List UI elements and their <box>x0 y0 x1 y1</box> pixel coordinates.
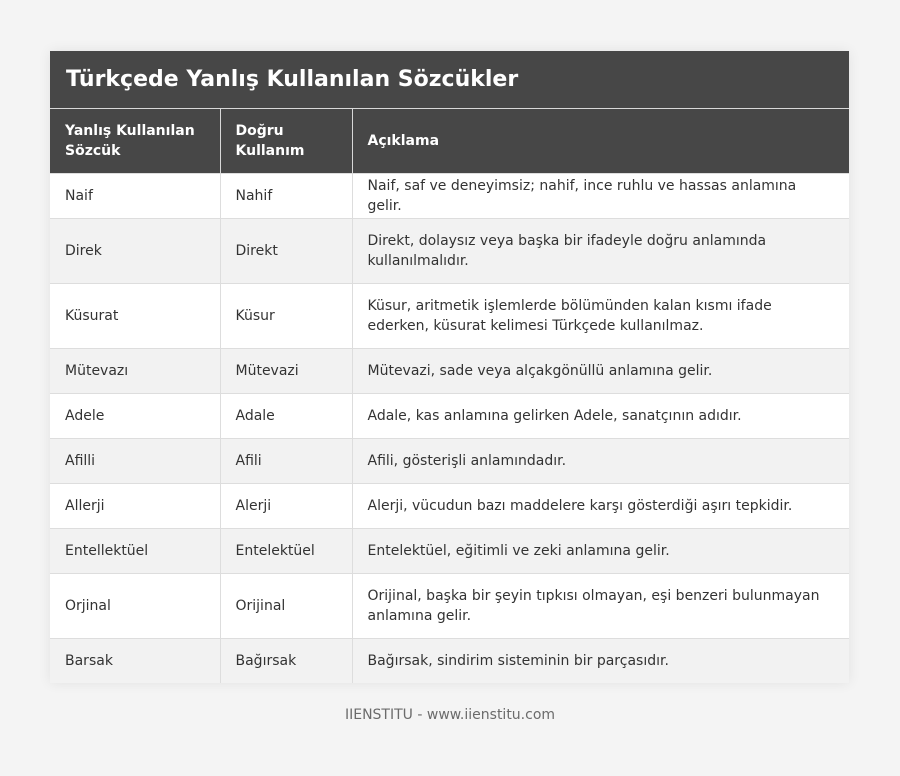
explanation-cell: Adale, kas anlamına gelirken Adele, sanatçının adıdır. <box>352 393 849 438</box>
explanation-cell: Orijinal, başka bir şeyin tıpkısı olmayan, eşi benzeri bulunmayan anlamına gelir. <box>352 573 849 638</box>
explanation-cell: Bağırsak, sindirim sisteminin bir parçasıdır. <box>352 638 849 683</box>
table-row <box>50 283 849 348</box>
table-row <box>50 173 849 218</box>
wrong-word-cell: Orjinal <box>50 573 220 638</box>
wrong-word-cell: Entellektüel <box>50 528 220 573</box>
wrong-word-cell: Naif <box>50 173 220 218</box>
correct-word-cell: Alerji <box>220 483 352 528</box>
correct-word-cell: Direkt <box>220 218 352 283</box>
explanation-cell: Alerji, vücudun bazı maddelere karşı gösterdiği aşırı tepkidir. <box>352 483 849 528</box>
table-row <box>50 573 849 638</box>
correct-word-cell: Entelektüel <box>220 528 352 573</box>
explanation-cell: Mütevazi, sade veya alçakgönüllü anlamına gelir. <box>352 348 849 393</box>
correct-word-cell: Orijinal <box>220 573 352 638</box>
table-header-row <box>50 109 849 173</box>
footer-credit: IIENSTITU - www.iienstitu.com <box>344 707 556 723</box>
wrong-word-cell: Afilli <box>50 438 220 483</box>
table-row <box>50 393 849 438</box>
table-row <box>50 348 849 393</box>
explanation-cell: Direkt, dolaysız veya başka bir ifadeyle doğru anlamında kullanılmalıdır. <box>352 218 849 283</box>
correct-word-cell: Küsur <box>220 283 352 348</box>
correct-word-cell: Bağırsak <box>220 638 352 683</box>
correct-word-cell: Mütevazi <box>220 348 352 393</box>
wrong-word-cell: Barsak <box>50 638 220 683</box>
table-row <box>50 638 849 683</box>
table-row <box>50 483 849 528</box>
wrong-word-cell: Adele <box>50 393 220 438</box>
header-wrong-word: Yanlış Kullanılan Sözcük <box>50 109 220 173</box>
word-table-card <box>50 51 849 683</box>
correct-word-cell: Afili <box>220 438 352 483</box>
explanation-cell: Entelektüel, eğitimli ve zeki anlamına gelir. <box>352 528 849 573</box>
explanation-cell: Küsur, aritmetik işlemlerde bölümünden kalan kısmı ifade ederken, küsurat kelimesi Türkçede kullanılmaz. <box>352 283 849 348</box>
explanation-cell: Naif, saf ve deneyimsiz; nahif, ince ruhlu ve hassas anlamına gelir. <box>352 173 849 218</box>
table-row <box>50 528 849 573</box>
header-correct-usage: Doğru Kullanım <box>220 109 352 173</box>
correct-word-cell: Adale <box>220 393 352 438</box>
wrong-word-cell: Direk <box>50 218 220 283</box>
table-row <box>50 438 849 483</box>
correct-word-cell: Nahif <box>220 173 352 218</box>
explanation-cell: Afili, gösterişli anlamındadır. <box>352 438 849 483</box>
wrong-word-cell: Küsurat <box>50 283 220 348</box>
header-explanation: Açıklama <box>352 109 849 173</box>
words-table <box>50 109 849 683</box>
wrong-word-cell: Allerji <box>50 483 220 528</box>
table-title: Türkçede Yanlış Kullanılan Sözcükler <box>50 51 849 109</box>
wrong-word-cell: Mütevazı <box>50 348 220 393</box>
table-row <box>50 218 849 283</box>
